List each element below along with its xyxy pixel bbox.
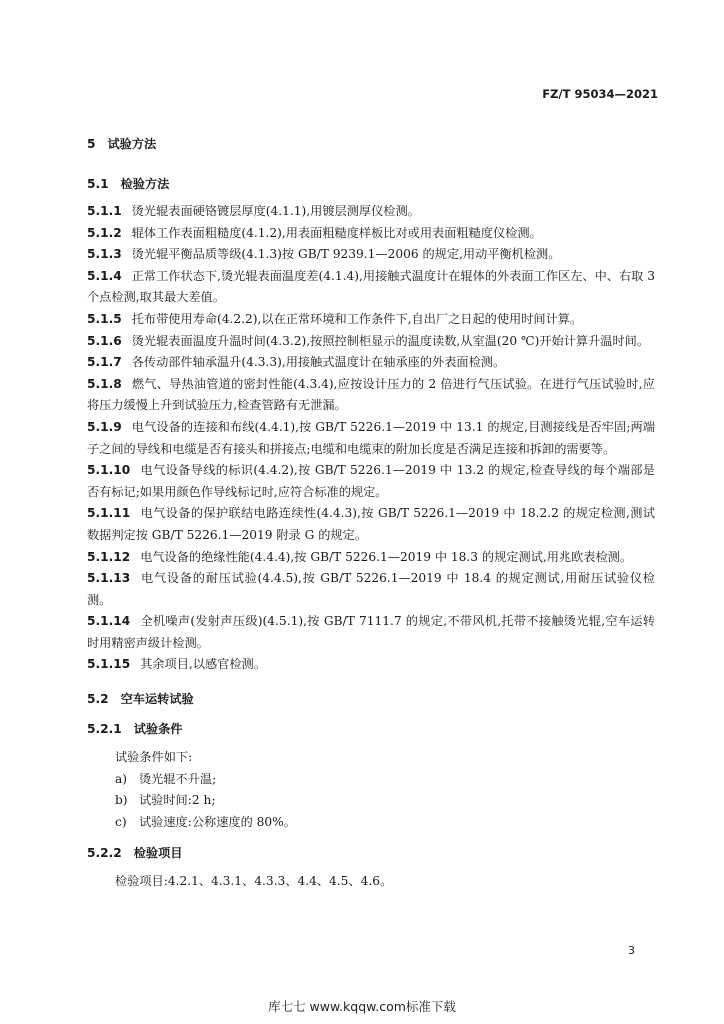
subsection-heading — [87, 689, 655, 709]
clause — [87, 309, 655, 331]
clause-number: 5.1.8 — [87, 376, 122, 391]
clause — [87, 503, 655, 546]
subsection-number: 5.2 — [87, 692, 109, 707]
clause — [87, 547, 655, 569]
list-label: a) — [115, 771, 128, 786]
sub-subsection-title: 试验条件 — [133, 722, 183, 737]
clause-number: 5.1.12 — [87, 549, 131, 564]
clause — [87, 244, 655, 266]
clause-number: 5.1.6 — [87, 333, 122, 348]
clause-text: 其余项目,以感官检测。 — [140, 657, 266, 672]
clause — [87, 352, 655, 374]
clause-number: 5.1.14 — [87, 614, 131, 629]
condition-item — [87, 769, 655, 791]
section-heading — [87, 134, 655, 154]
clause-text: 辊体工作表面粗糙度(4.1.2),用表面粗糙度样板比对或用表面粗糙度仪检测。 — [131, 225, 542, 240]
subsection-heading — [87, 174, 655, 194]
clause-number: 5.1.10 — [87, 463, 131, 478]
clause-text: 电气设备的保护联结电路连续性(4.4.3),按 GB/T 5226.1—2019 中 18.2.2 的规定检测,测试数据判定按 GB/T 5226.1—2019 附录 G 的规定。 — [87, 506, 655, 542]
sub-subsection-number: 5.2.2 — [87, 846, 122, 861]
list-label: b) — [115, 793, 128, 808]
clause-number: 5.1.7 — [87, 355, 122, 370]
clause-text: 烫光辊表面温度升温时间(4.3.2),按照控制柜显示的温度读数,从室温(20 ℃)开始计算升温时间。 — [131, 333, 650, 348]
subsection-title: 检验方法 — [120, 177, 170, 191]
clause-text: 各传动部件轴承温升(4.3.3),用接触式温度计在轴承座的外表面检测。 — [131, 355, 506, 370]
clause — [87, 417, 655, 460]
clause-number: 5.1.15 — [87, 657, 131, 672]
clause-number: 5.1.1 — [87, 204, 122, 218]
document-body — [87, 126, 655, 893]
clause-text: 烫光辊平衡品质等级(4.1.3)按 GB/T 9239.1—2006 的规定,用动平衡机检测。 — [131, 247, 561, 262]
list-text: 试验速度:公称速度的 80%。 — [139, 814, 296, 829]
clause-text: 电气设备的连接和布线(4.4.1),按 GB/T 5226.1—2019 中 13.1 的规定,目测接线是否牢固;两端子之间的导线和电缆是否有接头和拼接点;电缆和电缆束的附加长度是否满足连接和拆卸的需要等。 — [87, 419, 655, 456]
clause — [87, 201, 655, 223]
clause-number: 5.1.9 — [87, 419, 122, 434]
download-watermark: 库七七 www.kqqw.com标准下载 — [268, 999, 456, 1014]
list-label: c) — [115, 814, 127, 829]
subsection-number: 5.1 — [87, 177, 109, 191]
clause-number: 5.1.2 — [87, 225, 122, 240]
clause-text: 烫光辊表面硬铬镀层厚度(4.1.1),用镀层测厚仪检测。 — [131, 204, 420, 218]
clause-number: 5.1.11 — [87, 506, 131, 521]
condition-item — [87, 812, 655, 834]
clause-list — [87, 201, 655, 676]
clause-text: 电气设备导线的标识(4.4.2),按 GB/T 5226.1—2019 中 13.2 的规定,检查导线的每个端部是否有标记;如果用颜色作导线标记时,应符合标准的规定。 — [87, 463, 655, 499]
clause-text: 托布带使用寿命(4.2.2),以在正常环境和工作条件下,自出厂之日起的使用时间计算。 — [131, 311, 583, 326]
clause — [87, 568, 655, 611]
inspection-items: 检验项目:4.2.1、4.3.1、4.3.3、4.4、4.5、4.6。 — [115, 874, 393, 889]
subsection-title: 空车运转试验 — [120, 692, 194, 707]
conditions-intro: 试验条件如下: — [115, 750, 193, 765]
sub-subsection-number: 5.2.1 — [87, 722, 122, 737]
page-number: 3 — [628, 944, 635, 957]
clause-text: 全机噪声(发射声压级)(4.5.1),按 GB/T 7111.7 的规定,不带风机,托带不接触烫光辊,空车运转时用精密声级计检测。 — [87, 614, 655, 650]
clause-number: 5.1.3 — [87, 247, 122, 262]
section-title: 试验方法 — [107, 137, 157, 151]
clause-text: 燃气、导热油管道的密封性能(4.3.4),应按设计压力的 2 倍进行气压试验。在进行气压试验时,应将压力缓慢上升到试验压力,检查管路有无泄漏。 — [87, 376, 655, 413]
clause — [87, 460, 655, 503]
clause-number: 5.1.4 — [87, 268, 122, 283]
clause — [87, 266, 655, 309]
clause-number: 5.1.13 — [87, 571, 131, 586]
list-text: 烫光辊不升温; — [139, 771, 217, 786]
clause-number: 5.1.5 — [87, 311, 122, 326]
clause — [87, 331, 655, 353]
section-number: 5 — [87, 137, 96, 151]
sub-subsection-heading — [87, 843, 655, 863]
clause-text: 电气设备的耐压试验(4.4.5),按 GB/T 5226.1—2019 中 18.4 的规定测试,用耐压试验仪检测。 — [87, 571, 655, 607]
clause — [87, 611, 655, 654]
sub-subsection-title: 检验项目 — [133, 846, 183, 861]
list-text: 试验时间:2 h; — [139, 793, 216, 808]
standard-code: FZ/T 95034—2021 — [542, 87, 658, 101]
clause — [87, 654, 655, 676]
clause-text: 正常工作状态下,烫光辊表面温度差(4.1.4),用接触式温度计在辊体的外表面工作区左、中、右取 3 个点检测,取其最大差值。 — [87, 268, 655, 305]
condition-item — [87, 790, 655, 812]
clause — [87, 223, 655, 245]
sub-subsection-heading — [87, 719, 655, 739]
clause-text: 电气设备的绝缘性能(4.4.4),按 GB/T 5226.1—2019 中 18.3 的规定测试,用兆欧表检测。 — [140, 549, 633, 564]
clause — [87, 374, 655, 417]
